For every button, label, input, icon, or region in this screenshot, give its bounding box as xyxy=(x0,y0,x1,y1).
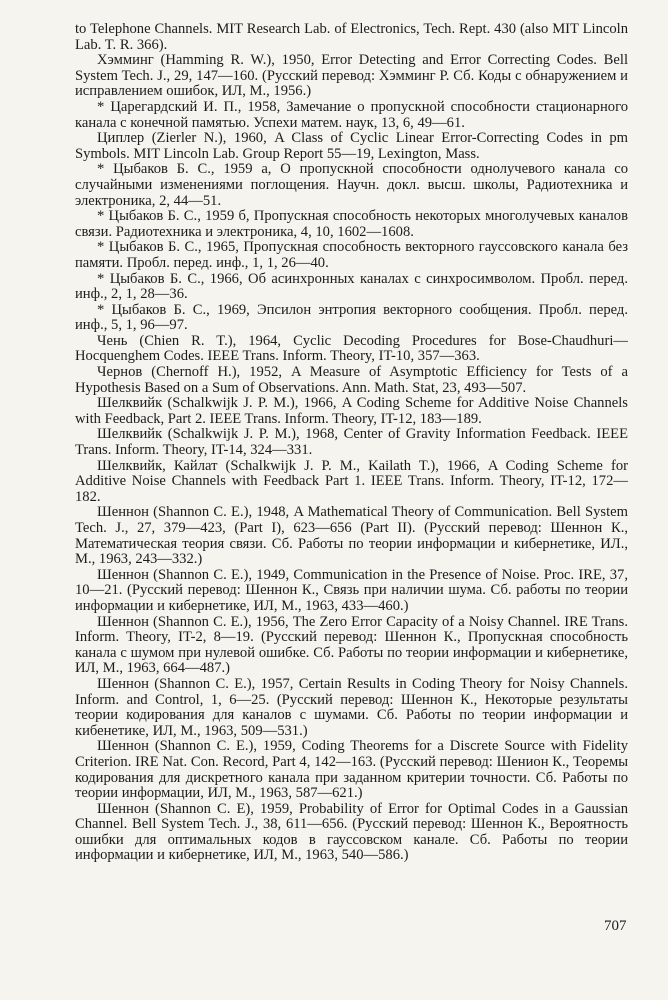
bibliography-entry: Шеннон (Shannon C. E.), 1959, Coding Theorems for a Discrete Source with Fidelity Criterion. IRE Nat. Con. Record, Part 4, 142—163. (Русский перевод: Шенион К., Теоремы кодирования для дискретного канала при заданном критерии точности. Сб. Работы по теории информации, ИЛ, М., 1963, 587—621.) xyxy=(75,738,628,802)
bibliography-entry: Шеннон (Shannon C. E.), 1949, Communication in the Presence of Noise. Proc. IRE, 37, 10—21. (Русский перевод: Шеннон К., Связь при наличии шума. Сб. работы по теории информации и кибернетике, ИЛ, М., 1963, 433—460.) xyxy=(75,566,628,614)
bibliography-entry: Шеннон (Shannon C. E), 1959, Probability of Error for Optimal Codes in a Gaussian Channel. Bell System Tech. J., 38, 611—656. (Русский перевод: Шеннон К., Вероятность ошибки для оптимальных кодов в гауссовском канале. Сб. Работы по теории информации и кибернетике, ИЛ, М., 1963, 540—586.) xyxy=(75,800,628,864)
bibliography-entry: * Цыбаков Б. С., 1966, Об асинхронных каналах с синхросимволом. Пробл. перед. инф., 2, 1, 28—36. xyxy=(75,270,628,303)
bibliography-entry: * Цыбаков Б. С., 1959 а, О пропускной способности однолучевого канала со случайными изменениями поглощения. Научн. докл. высш. школы, Радиотехника и электроника, 2, 44—51. xyxy=(75,161,628,209)
bibliography-entry: * Цыбаков Б. С., 1969, Эпсилон энтропия векторного сообщения. Пробл. перед. инф., 5, 1, 96—97. xyxy=(75,301,628,334)
bibliography-entry: * Цыбаков Б. С., 1959 б, Пропускная способность некоторых многолучевых каналов связи. Радиотехника и электроника, 4, 10, 1602—1608. xyxy=(75,208,628,240)
bibliography-entry: Шеннон (Shannon C. E.), 1948, A Mathematical Theory of Communication. Bell System Tech. J., 27, 379—423, (Part I), 623—656 (Part II). (Русский перевод: Шеннон К., Математическая теория связи. Сб. Работы по теории информации и кибернетике, ИЛ., М., 1963, 243—332.) xyxy=(75,504,628,568)
bibliography-entry: Шеннон (Shannon C. E.), 1957, Certain Results in Coding Theory for Noisy Channels. Inform. and Control, 1, 6—25. (Русский перевод: Шеннон К., Некоторые результаты теории кодирования для каналов с шумами. Сб. Работы по теории информации и кибенетике, ИЛ, М., 1963, 509—531.) xyxy=(75,675,628,739)
bibliography-entry: Шеннон (Shannon C. E.), 1956, The Zero Error Capacity of a Noisy Channel. IRE Trans. Inform. Theory, IT-2, 8—19. (Русский перевод: Шеннон К., Пропускная способность канала с шумом при нулевой ошибке. Сб. Работы по теории информации и кибернетике, ИЛ, М., 1963, 664—487.) xyxy=(75,613,628,677)
bibliography-entry: Чень (Chien R. T.), 1964, Cyclic Decoding Procedures for Bose-Chaudhuri—Hocquenghem Codes. IEEE Trans. Inform. Theory, IT-10, 357—363. xyxy=(75,332,628,365)
bibliography-entry: Шелквийк, Кайлат (Schalkwijk J. P. M., Kailath T.), 1966, A Coding Scheme for Additive Noise Channels with Feedback Part 1. IEEE Trans. Inform. Theory, IT-12, 172—182. xyxy=(75,457,628,505)
bibliography-entry: Шелквийк (Schalkwijk J. P. M.), 1968, Center of Gravity Information Feedback. IEEE Trans. Inform. Theory, IT-14, 324—331. xyxy=(75,426,628,459)
bibliography-entry: Чернов (Chernoff H.), 1952, A Measure of Asymptotic Efficiency for Tests of a Hypothesis Based on a Sum of Observations. Ann. Math. Stat, 23, 493—507. xyxy=(75,364,628,396)
bibliography-entry: * Цыбаков Б. С., 1965, Пропускная способность векторного гауссовского канала без памяти. Пробл. перед. инф., 1, 1, 26—40. xyxy=(75,239,628,271)
bibliography-entry: Циплер (Zierler N.), 1960, A Class of Cyclic Linear Error-Correcting Codes in pm Symbols. MIT Lincoln Lab. Group Report 55—19, Lexington, Mass. xyxy=(75,130,628,162)
bibliography-entry: Хэмминг (Hamming R. W.), 1950, Error Detecting and Error Correcting Codes. Bell System Tech. J., 29, 147—160. (Русский перевод: Хэмминг Р. Сб. Коды с обнаружением и исправлением ошибок, ИЛ, М., 1956.) xyxy=(75,52,628,100)
page-number: 707 xyxy=(604,918,627,934)
bibliography-list xyxy=(75,22,628,864)
bibliography-entry: Шелквийк (Schalkwijk J. P. M.), 1966, A Coding Scheme for Additive Noise Channels with Feedback, Part 2. IEEE Trans. Inform. Theory, IT-12, 183—189. xyxy=(75,395,628,427)
bibliography-entry: to Telephone Channels. MIT Research Lab. of Electronics, Tech. Rept. 430 (also MIT Lincoln Lab. T. R. 366). xyxy=(75,21,628,53)
bibliography-entry: * Царегардский И. П., 1958, Замечание о пропускной способности стационарного канала с конечной памятью. Успехи матем. наук, 13, 6, 49—61. xyxy=(75,98,628,131)
